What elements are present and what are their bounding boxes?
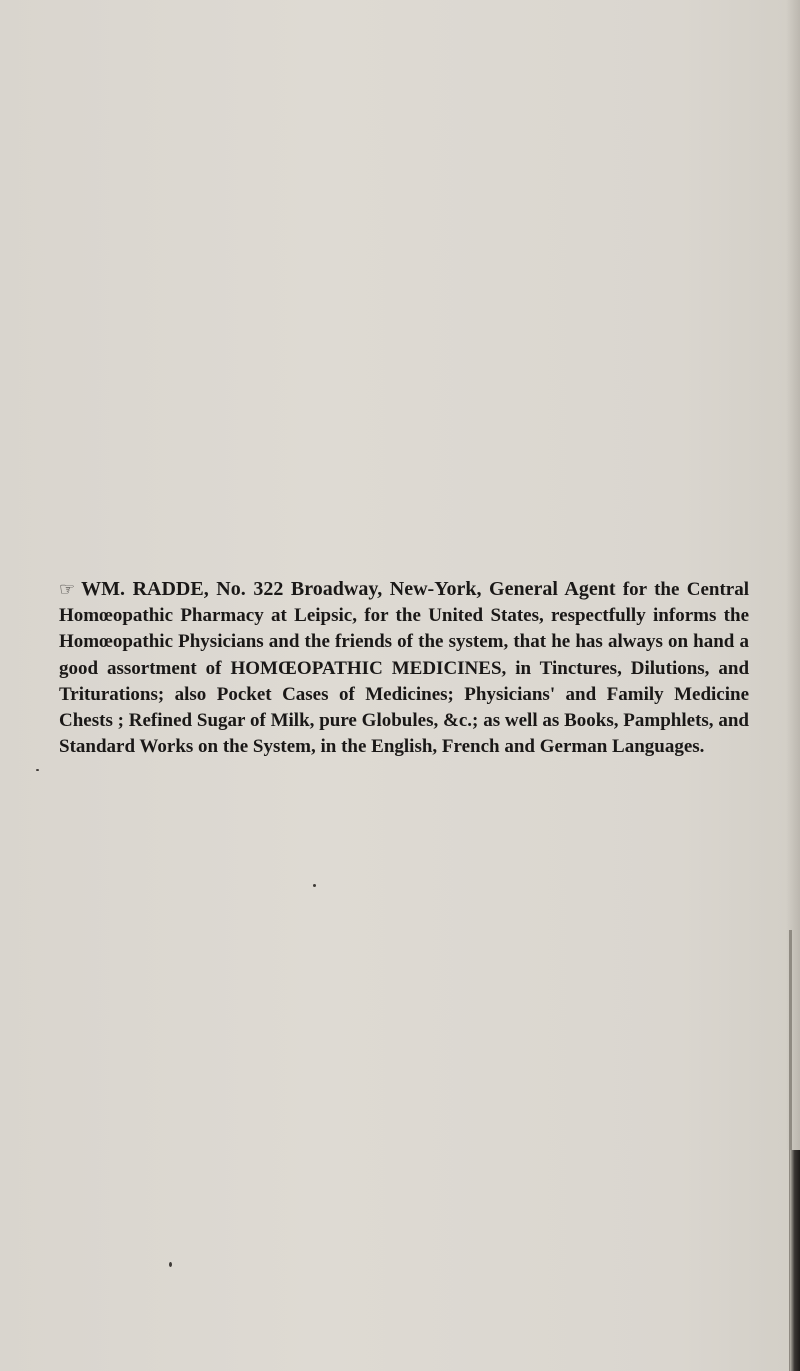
- ink-speck: [313, 884, 316, 887]
- advertisement-line: for the Central Homœopathic Pharmacy at Leipsic, for the United: [59, 579, 749, 627]
- advertisement-line: Family Medicine Chests ; Refined Sugar of Milk, pure Globules, &c.;: [59, 683, 749, 732]
- advertisement-line: the English, French and German Languages.: [341, 736, 705, 758]
- advertisement-lead: WM. RADDE, No. 322 Broadway, New-York, General Agent: [81, 578, 616, 600]
- advertisement-line: Triturations; also Pocket Cases of Medicines; Physicians' and: [59, 683, 597, 705]
- pointing-hand-icon: ☞: [59, 579, 76, 600]
- advertisement-line: as well as Books, Pamphlets, and Standard Works on the System, in: [59, 710, 750, 758]
- ink-speck: [169, 1262, 172, 1267]
- ink-speck: [36, 769, 39, 771]
- advertisement-line: States, respectfully informs the Homœopathic Physicians and the: [59, 605, 749, 653]
- advertisement-line: friends of the system, that he has always on hand a good assortment: [59, 631, 750, 679]
- advertisement-paragraph: [59, 576, 749, 760]
- page-edge-dark: [790, 1150, 800, 1371]
- advertisement-line: of HOMŒOPATHIC MEDICINES, in Tinctures, Dilutions, and: [205, 657, 750, 679]
